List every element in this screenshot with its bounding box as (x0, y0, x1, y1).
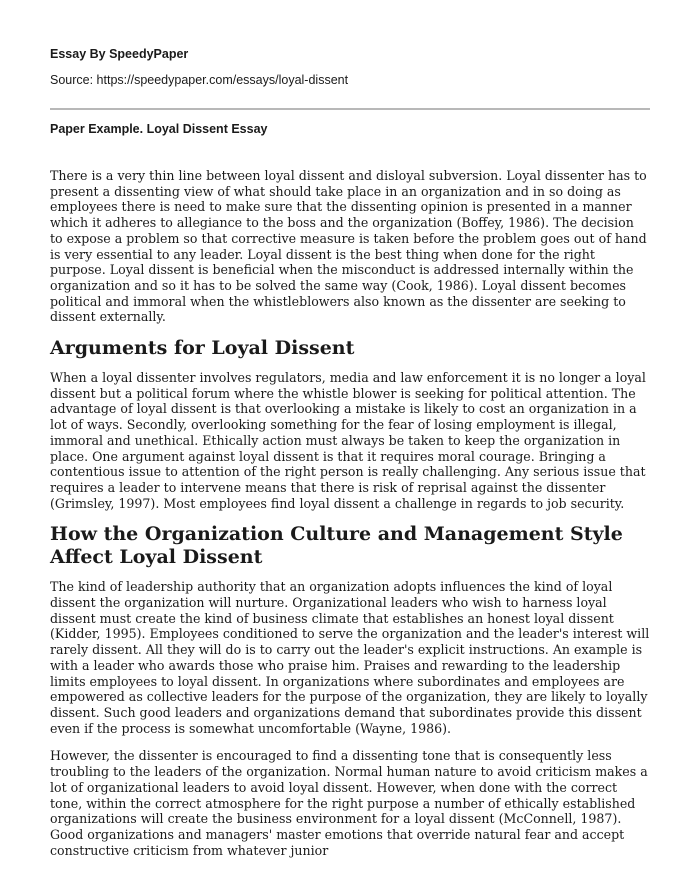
header-divider (50, 108, 650, 110)
arguments-paragraph: When a loyal dissenter involves regulators, media and law enforcement it is no longer a loyal dissent but a political forum where the whistle blower is seeking for political attention. The advantage of loyal dissent is that overlooking a mistake is likely to cost an organization in a lot of ways. Secondly, overlooking something for the fear of losing employment is illegal, immoral and unethical. Ethically action must always be taken to keep the organization in place. One argument against loyal dissent is that it requires moral courage. Bringing a contentious issue to attention of the right person is really challenging. Any serious issue that requires a leader to intervene means that there is risk of reprisal against the dissenter (Grimsley, 1997). Most employees find loyal dissent a challenge in regards to job security. (50, 370, 646, 511)
section-heading-culture: How the Organization Culture and Management Style Affect Loyal Dissent (50, 523, 623, 569)
document-body (50, 168, 650, 870)
culture-paragraph-1: The kind of leadership authority that an organization adopts influences the kind of loyal dissent the organization will nurture. Organizational leaders who wish to harness loyal dissent must create the kind of business climate that establishes an honest loyal dissent (Kidder, 1995). Employees conditioned to serve the organization and the leader's interest will rarely dissent. All they will do is to carry out the leader's explicit instructions. An example is with a leader who awards those who praise him. Praises and rewarding to the leadership limits employees to loyal dissent. In organizations where subordinates and employees are empowered as collective leaders for the purpose of the organization, they are likely to loyally dissent. Such good leaders and organizations demand that subordinates provide this dissent even if the process is somewhat uncomfortable (Wayne, 1986). (50, 579, 650, 736)
paper-title: Paper Example. Loyal Dissent Essay (50, 122, 268, 136)
culture-paragraph-2: However, the dissenter is encouraged to find a dissenting tone that is consequently less troubling to the leaders of the organization. Normal human nature to avoid criticism makes a lot of organizational leaders to avoid loyal dissent. However, when done with the correct tone, within the correct atmosphere for the right purpose a number of ethically established organizations will create the business environment for a loyal dissent (McConnell, 1987). Good organizations and managers' master emotions that override natural fear and accept constructive criticism from whatever junior (50, 748, 648, 858)
brand-label: Essay By SpeedyPaper (50, 47, 189, 61)
source-line: Source: https://speedypaper.com/essays/loyal-dissent (50, 73, 349, 87)
intro-paragraph: There is a very thin line between loyal dissent and disloyal subversion. Loyal dissenter has to present a dissenting view of what should take place in an organization and in so doing as employees there is need to make sure that the dissenting opinion is presented in a manner which it adheres to allegiance to the boss and the organization (Boffey, 1986). The decision to expose a problem so that corrective measure is taken before the problem goes out of hand is very essential to any leader. Loyal dissent is the best thing when done for the right purpose. Loyal dissent is beneficial when the misconduct is addressed internally within the organization and so it has to be solved the same way (Cook, 1986). Loyal dissent becomes political and immoral when the whistleblowers also known as the dissenter are seeking to dissent externally. (50, 168, 647, 325)
section-heading-arguments: Arguments for Loyal Dissent (50, 337, 355, 360)
